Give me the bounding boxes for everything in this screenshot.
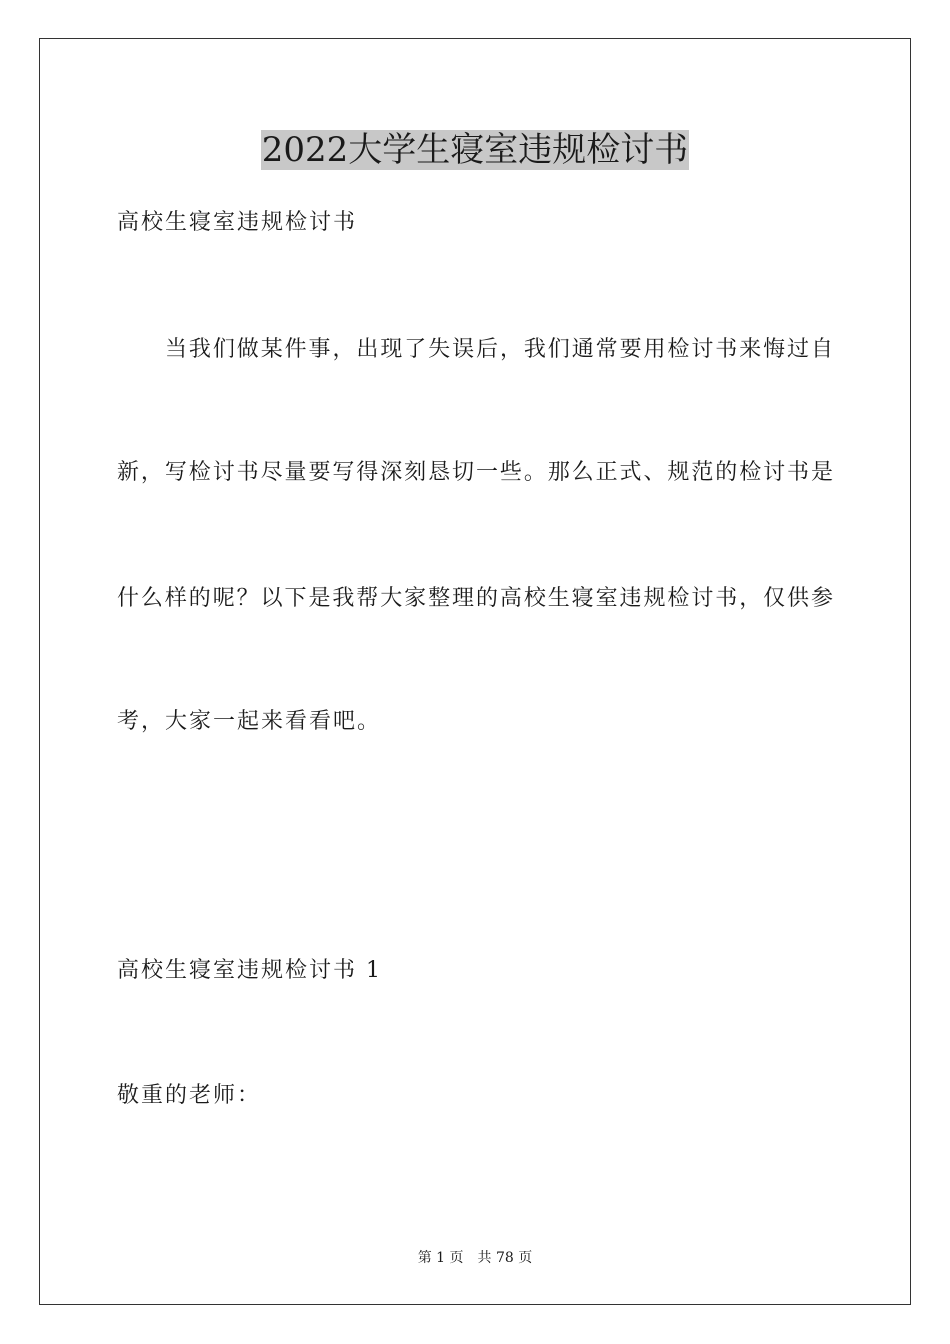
- intro-line-4: 考，大家一起来看看吧。: [117, 709, 382, 734]
- intro-line-1: 当我们做某件事，出现了失误后，我们通常要用检讨书来悔过自: [165, 337, 833, 362]
- page-total: 共 78 页: [477, 1250, 533, 1266]
- salutation: 敬重的老师：: [117, 1083, 262, 1108]
- section-heading: 高校生寝室违规检讨书 1: [117, 958, 382, 983]
- page-footer: [0, 1248, 950, 1268]
- intro-line-3: 什么样的呢？以下是我帮大家整理的高校生寝室违规检讨书，仅供参: [117, 586, 833, 611]
- document-title: [0, 128, 950, 172]
- intro-line-2: 新，写检讨书尽量要写得深刻恳切一些。那么正式、规范的检讨书是: [117, 460, 833, 485]
- document-title-text: 2022大学生寝室违规检讨书: [261, 130, 689, 170]
- subtitle: 高校生寝室违规检讨书: [117, 210, 358, 235]
- page-number: 第 1 页: [417, 1250, 464, 1266]
